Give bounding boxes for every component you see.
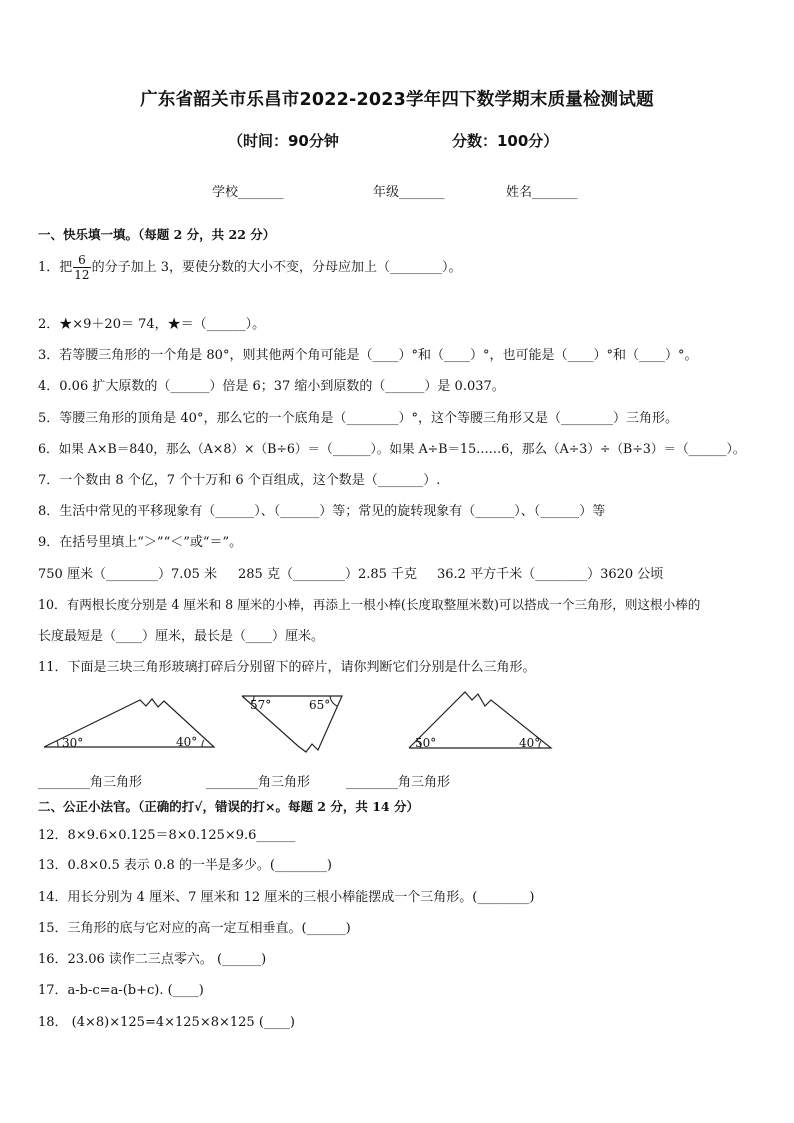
angle-arc [330, 696, 337, 706]
question-17: 17．a-b-c=a-(b+c). (____) [38, 983, 204, 998]
question-8: 8．生活中常见的平移现象有（______）、（______）等；常见的旋转现象有（______）、（______）等 [38, 504, 606, 519]
triangle-fragment-2 [238, 692, 348, 756]
question-4: 4．0.06 扩大原数的（______）倍是 6；37 缩小到原数的（______）是 0.037。 [38, 379, 505, 394]
question-5: 5．等腰三角形的顶角是 40°，那么它的一个底角是（________）°，这个等腰三角形又是（________）三角形。 [38, 411, 678, 426]
angle-arc [57, 741, 58, 747]
exam-time: （时间：90分钟 [228, 132, 339, 150]
question-15: 15．三角形的底与它对应的高一定互相垂直。(______) [38, 921, 351, 936]
question-9-item-1: 750 厘米（________）7.05 米 [38, 567, 218, 582]
question-16: 16．23.06 读作二三点零六。 (______) [38, 952, 267, 967]
angle-label: 40° [519, 736, 541, 750]
school-field[interactable]: 学校_______ [212, 185, 284, 200]
question-2: 2．★×9＋20＝ 74，★＝（______）。 [38, 317, 266, 332]
question-1-prefix: 1．把 [38, 260, 73, 275]
exam-score: 分数：100分） [452, 132, 559, 150]
fraction-numerator: 6 [73, 254, 90, 268]
angle-label: 40° [176, 735, 198, 749]
angle-label: 30° [62, 736, 84, 750]
question-12: 12．8×9.6×0.125＝8×0.125×9.6______ [38, 828, 296, 843]
section-1-heading: 一、快乐填一填。（每题 2 分，共 22 分） [38, 227, 276, 242]
fraction-denominator: 12 [74, 268, 90, 282]
section-2-heading: 二、公正小法官。（正确的打√，错误的打×。每题 2 分，共 14 分） [38, 799, 419, 814]
question-14: 14．用长分别为 4 厘米、7 厘米和 12 厘米的三根小棒能摆成一个三角形。(________) [38, 890, 535, 905]
question-9-item-3: 36.2 平方千米（________）3620 公顷 [437, 567, 664, 582]
question-1-suffix: 的分子加上 3，要使分数的大小不变，分母应加上（________）。 [91, 260, 462, 275]
question-3: 3．若等腰三角形的一个角是 80°，则其他两个角可能是（____）°和（____）°，也可能是（____）°和（____）°。 [38, 348, 698, 363]
triangle-fragment-1 [40, 690, 220, 754]
triangle-fragment-3 [405, 686, 557, 752]
angle-arc [202, 740, 204, 747]
question-11: 11．下面是三块三角形玻璃打碎后分别留下的碎片，请你判断它们分别是什么三角形。 [38, 660, 536, 675]
question-1 [38, 254, 461, 281]
angle-label: 50° [415, 736, 437, 750]
figure-2-answer: ________角三角形 [206, 775, 311, 790]
question-18: 18． (4×8)×125=4×125×8×125 (____) [38, 1015, 295, 1030]
question-7: 7．一个数由 8 个亿，7 个十万和 6 个百组成，这个数是（_______）. [38, 473, 441, 488]
question-9-item-2: 285 克（________）2.85 千克 [238, 567, 418, 582]
angle-label: 65° [309, 698, 331, 712]
question-6: 6．如果 A×B＝840，那么（A×8）×（B÷6）＝（______）。如果 A÷B＝15……6，那么（A÷3）÷（B÷3）＝（______）。 [38, 441, 746, 456]
question-10-line-1: 10．有两根长度分别是 4 厘米和 8 厘米的小棒，再添上一根小棒(长度取整厘米数)可以搭成一个三角形，则这根小棒的 [38, 597, 701, 612]
page-title: 广东省韶关市乐昌市2022-2023学年四下数学期末质量检测试题 [140, 90, 654, 110]
question-13: 13．0.8×0.5 表示 0.8 的一半是多少。(________) [38, 858, 332, 873]
name-field[interactable]: 姓名_______ [506, 185, 578, 200]
angle-label: 57° [250, 698, 272, 712]
question-9: 9．在括号里填上“＞”“＜”或“＝”。 [38, 535, 243, 550]
figure-1-answer: ________角三角形 [38, 775, 143, 790]
fraction-6-12 [73, 254, 90, 281]
figure-3-answer: ________角三角形 [346, 775, 451, 790]
grade-field[interactable]: 年级_______ [373, 185, 445, 200]
question-10-line-2: 长度最短是（____）厘米，最长是（____）厘米。 [38, 629, 325, 644]
